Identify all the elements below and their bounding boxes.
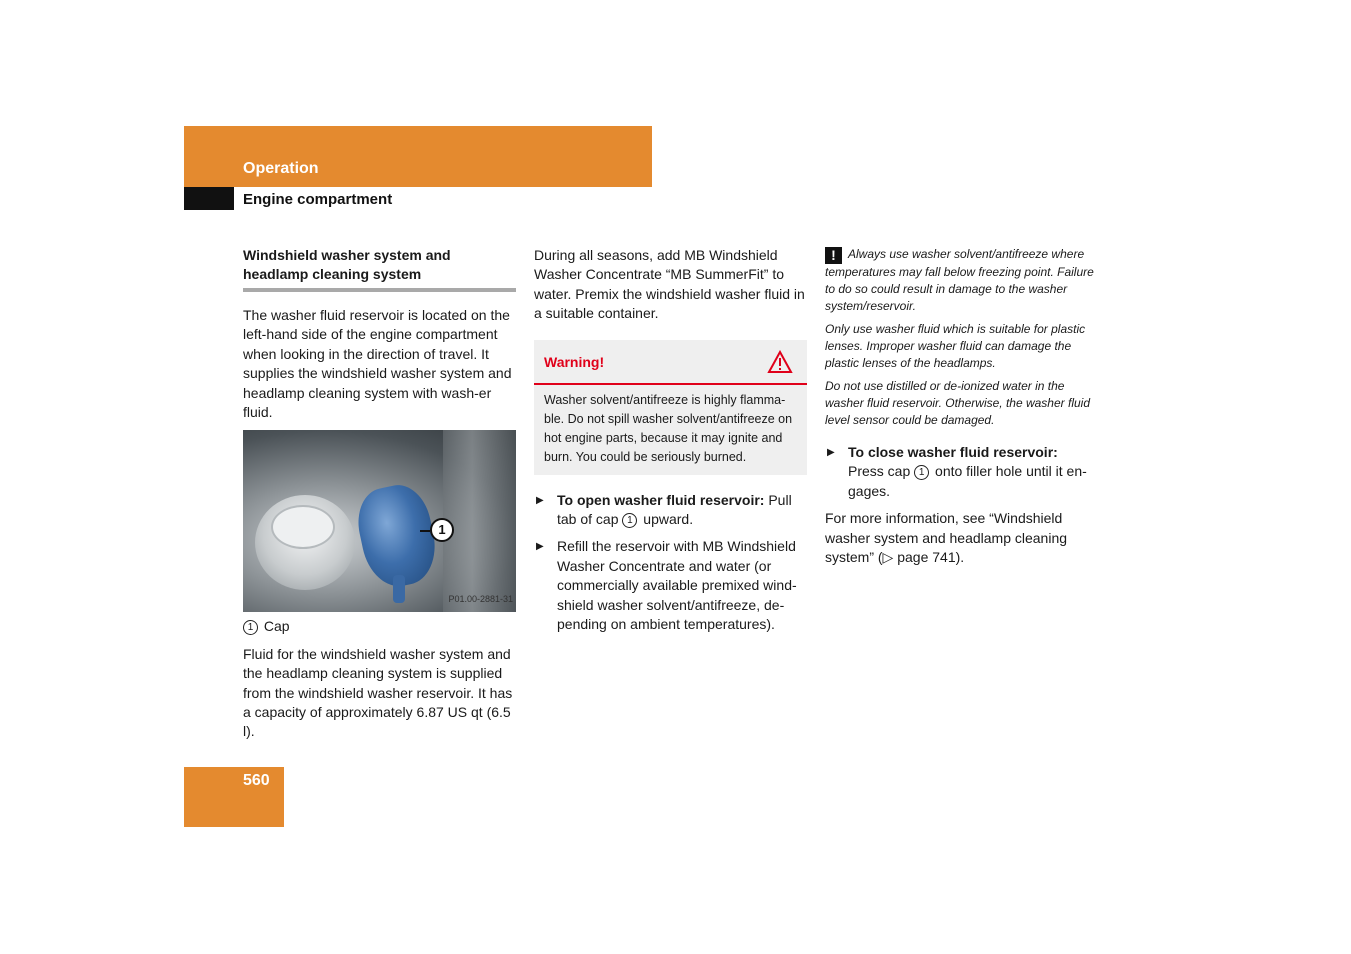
step-open-number: 1 [622, 513, 637, 528]
column-3 [825, 246, 1098, 575]
note-3: Do not use distilled or de-ionized water in the washer fluid reservoir. Otherwise, the washer fluid level sensor could be damaged. [825, 379, 1090, 427]
reservoir-photo [243, 430, 516, 612]
page-number: 560 [243, 772, 270, 789]
section-title: Operation [243, 160, 319, 177]
intro-paragraph: The washer fluid reservoir is located on the left-hand side of the engine compartment when looking in the direction of travel. It supplies the windshield washer system and headlamp cleaning system with wash-er fluid. [243, 307, 512, 421]
step-close-number: 1 [914, 465, 929, 480]
caption-text: Cap [263, 618, 290, 635]
capacity-paragraph: Fluid for the windshield washer system and the headlamp cleaning system is supplied from the windshield washer reservoir. It has a capacity of approximately 6.87 US qt (6.5 l). [243, 645, 513, 740]
warning-label: Warning! [544, 353, 605, 370]
section-marker [184, 187, 234, 210]
triangle-bullet-icon: ▶ [536, 494, 544, 506]
callout-line [420, 530, 430, 532]
step-close-pre: Press cap [848, 463, 915, 480]
column-1 [243, 246, 516, 750]
subsection-title: Engine compartment [243, 191, 393, 208]
step-open-post: upward. [639, 511, 694, 528]
warning-box [534, 340, 807, 475]
warning-header [534, 340, 807, 385]
step-close-title: To close washer fluid reservoir: [848, 444, 1058, 460]
warning-text: Washer solvent/antifreeze is highly flamma-ble. Do not spill washer solvent/antifreeze on hot engine parts, because it may ignite and burn. You could be seriously burned. [544, 392, 793, 464]
step-close-post: onto filler hole until it en-gages. [848, 463, 1087, 499]
caption-number: 1 [243, 620, 258, 635]
image-caption [243, 617, 516, 636]
step-open-pre: Pull tab of cap [557, 491, 792, 528]
step-refill-text: Refill the reservoir with MB Windshield Washer Concentrate and water (or commercially available premixed wind-shield washer solvent/antifreeze, de-pending on ambient temperatures). [557, 538, 797, 633]
callout-number: 1 [430, 518, 454, 542]
column-2 [534, 246, 807, 642]
caution-notes [825, 246, 1098, 429]
step-open-reservoir [534, 491, 807, 530]
image-code: P01.00-2881-31 [448, 594, 513, 605]
triangle-bullet-icon: ▶ [536, 541, 544, 553]
exclamation-icon: ! [825, 247, 842, 264]
photo-cap-tab [393, 575, 405, 603]
note-2: Only use washer fluid which is suitable for plastic lenses. Improper washer fluid can damage the plastic lenses of the headlamps. [825, 322, 1086, 370]
step-open-title: To open washer fluid reservoir: [557, 491, 765, 508]
more-info-paragraph: For more information, see “Windshield washer system and headlamp cleaning system” (▷ page 741). [825, 510, 1068, 566]
triangle-bullet-icon: ▶ [827, 447, 835, 458]
step-refill [534, 537, 807, 634]
note-1-text: Always use washer solvent/antifreeze where temperatures may fall below freezing point. Failure to do so could result in damage to the washer system/reservoir. [825, 247, 1094, 313]
season-paragraph: During all seasons, add MB Windshield Washer Concentrate “MB SummerFit” to water. Premix the windshield washer fluid in a suitable container. [534, 247, 805, 322]
warning-triangle-icon [767, 350, 793, 374]
topic-heading: Windshield washer system and headlamp cleaning system [243, 246, 516, 292]
note-1 [825, 246, 1098, 315]
step-close-reservoir [825, 443, 1098, 501]
photo-pipe [443, 430, 516, 612]
